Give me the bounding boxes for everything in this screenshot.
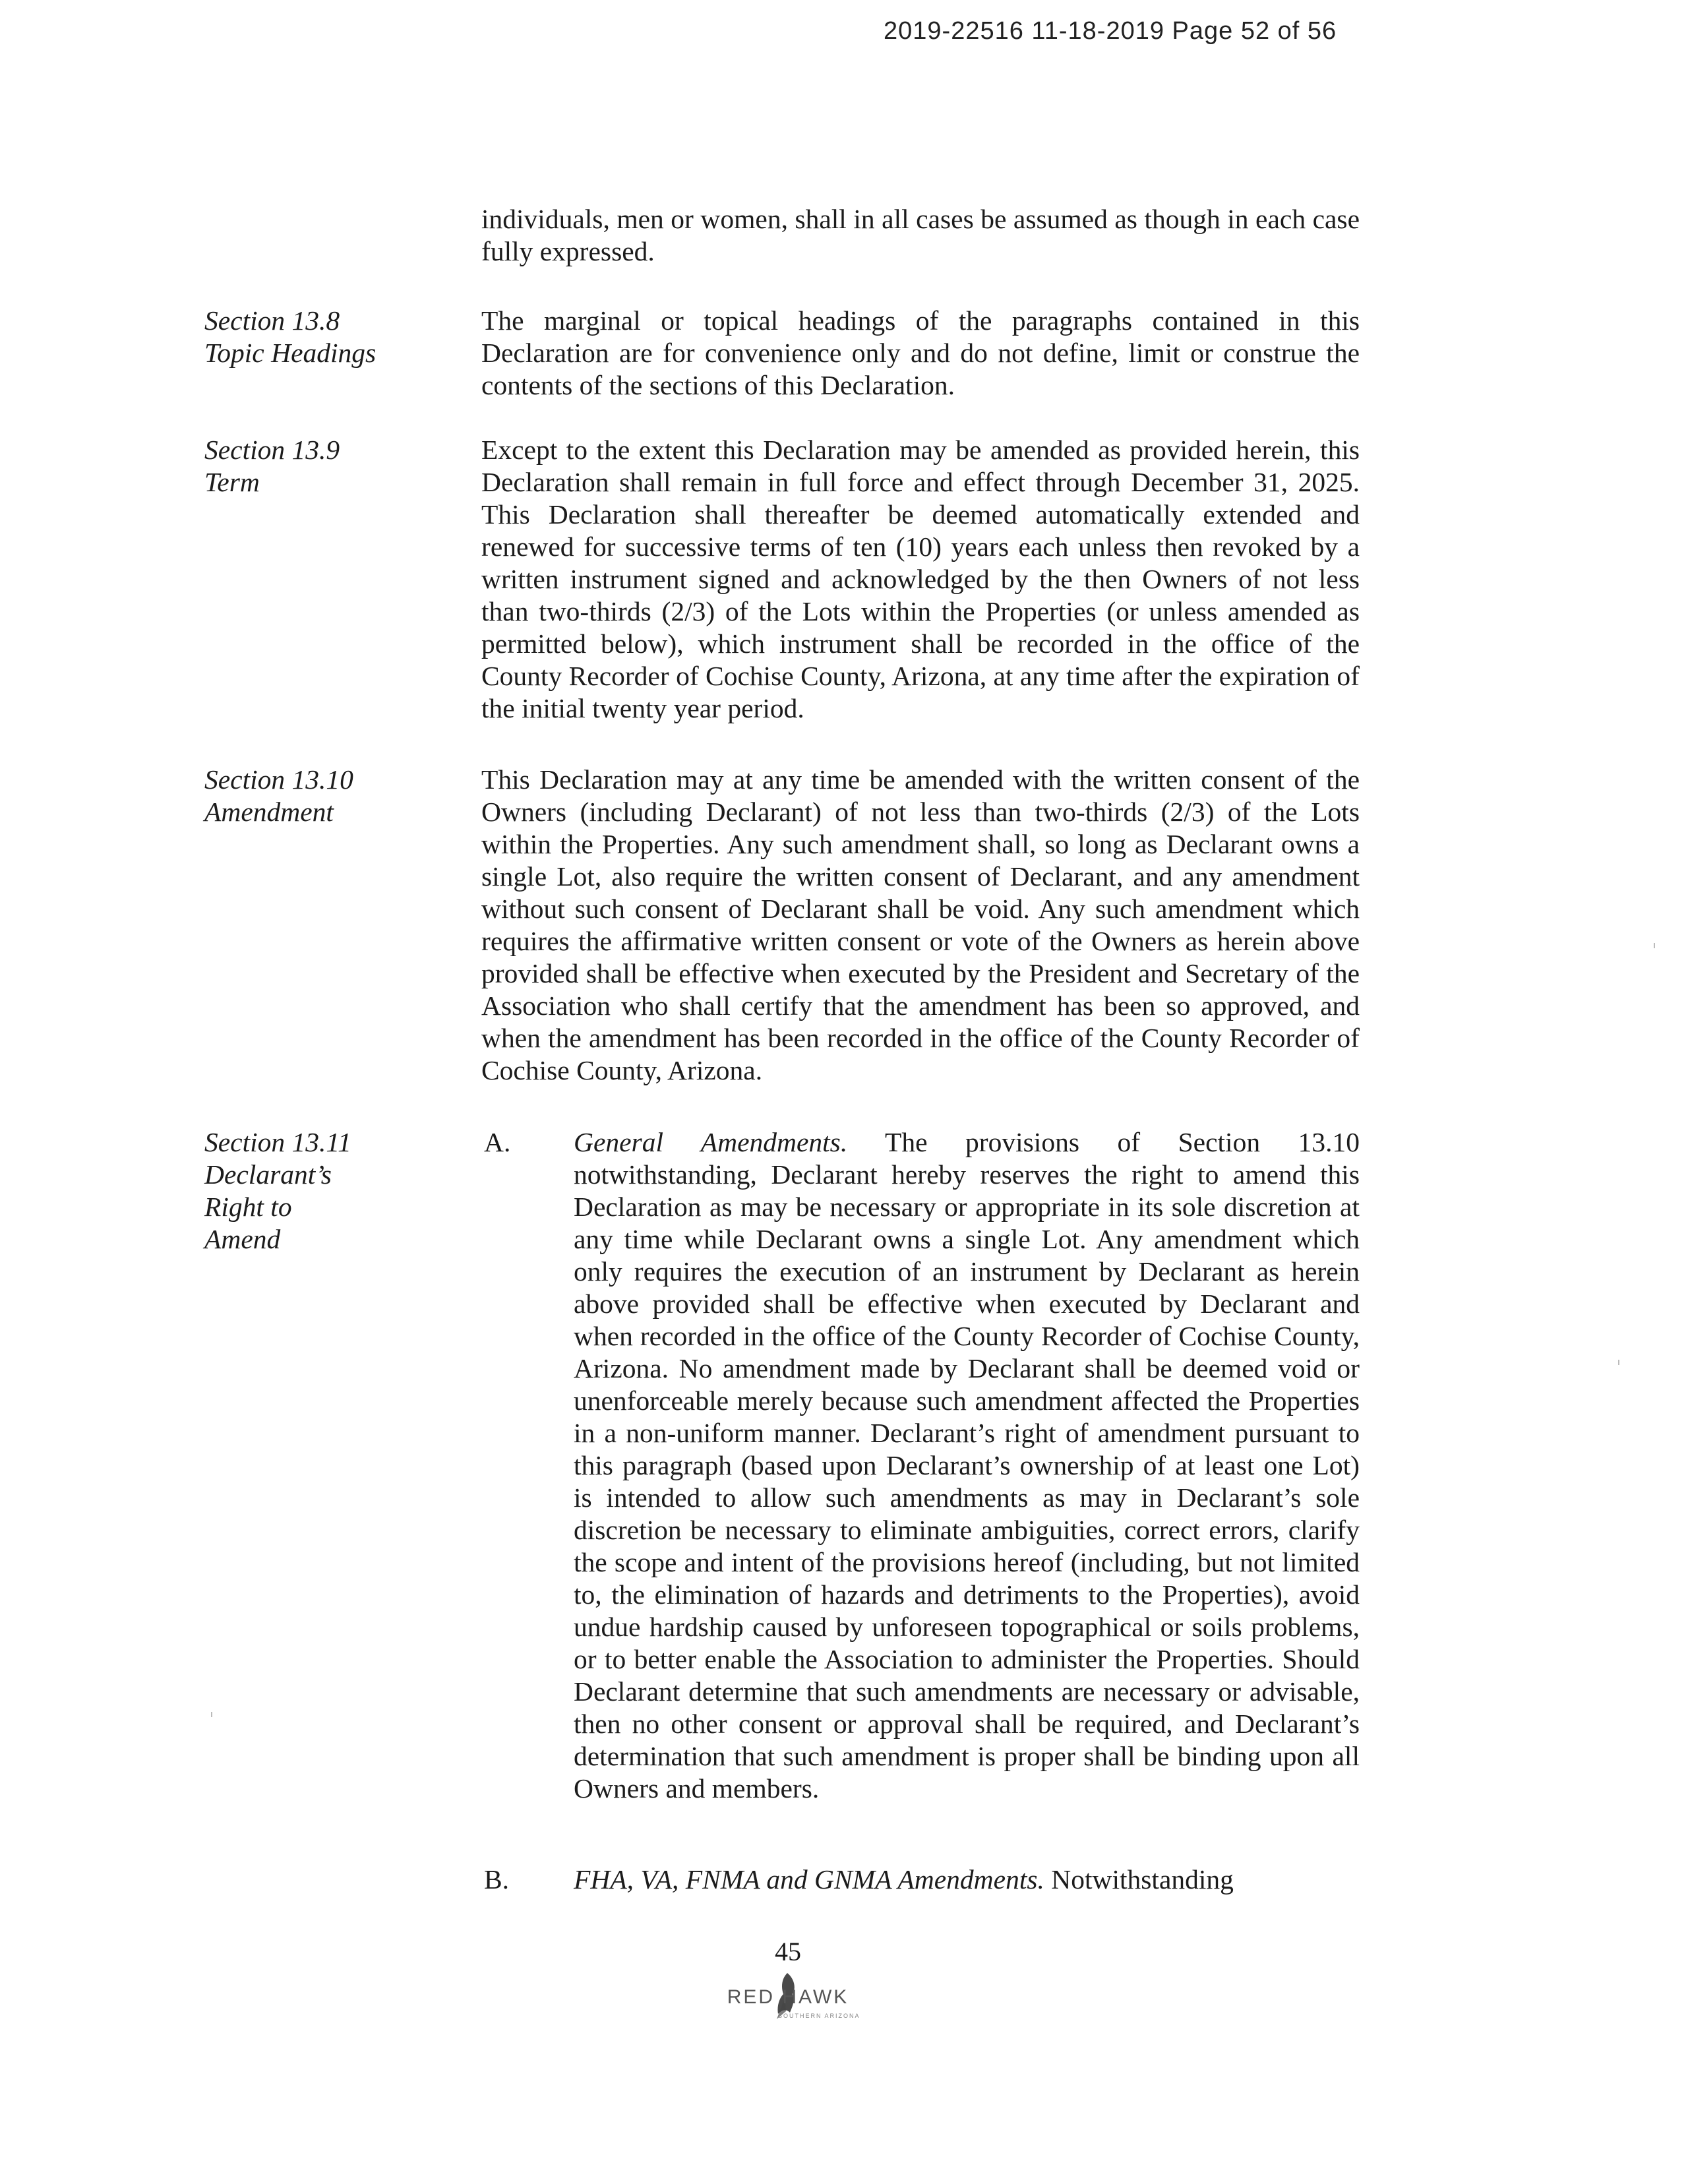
section-title-line: Topic Headings: [204, 338, 377, 368]
section-13-9-text: Except to the extent this Declaration may be amended as provided herein, this Declaration shall remain in full force and effect through December 31, 2025. This Declaration shall thereafter be deemed automatically extended and renewed for successive terms of ten (10) years each unless then revoked by a written instrument signed and acknowledged by the then Owners of not less than two-thirds (2/3) of the Lots within the Properties (or unless amended as permitted below), which instrument shall be recorded in the office of the County Recorder of Cochise County, Arizona, at any time after the expiration of the initial twenty year period.: [481, 435, 1360, 723]
scan-speck: [1654, 943, 1655, 948]
continuation-paragraph: individuals, men or women, shall in all cases be assumed as though in each case fully expressed.: [481, 204, 1360, 266]
item-letter-b: B.: [484, 1864, 510, 1895]
section-number: Section 13.8: [204, 305, 340, 336]
section-number: Section 13.11: [204, 1127, 351, 1157]
section-13-8-text: The marginal or topical headings of the paragraphs contained in this Declaration are for convenience only and do not define, limit or construe the contents of the sections of this Declaration.: [481, 305, 1360, 400]
section-title-line: Declarant’s: [204, 1159, 332, 1190]
margin-note-13-9: [204, 434, 422, 499]
page-number: 45: [775, 1937, 801, 1966]
section-title-line: Amendment: [204, 797, 334, 827]
scan-speck: [211, 1712, 212, 1717]
section-number: Section 13.9: [204, 435, 340, 465]
item-b-body: Notwithstanding: [1051, 1864, 1234, 1895]
item-a-lead: General Amendments.: [574, 1127, 848, 1157]
scan-speck: [1618, 1360, 1619, 1365]
recording-stamp: 2019-22516 11-18-2019 Page 52 of 56: [884, 17, 1337, 45]
item-a-body: The provisions of Section 13.10 notwithstanding, Declarant hereby reserves the right to amend this Declaration as may be necessary or appropriate in its sole discretion at any time while Declarant owns a single Lot. Any amendment which only requires the execution of an instrument by Declarant as herein above provided shall be effective when executed by Declarant and when recorded in the office of the County Recorder of Cochise County, Arizona. No amendment made by Declarant shall be deemed void or unenforceable merely because such amendment affected the Properties in a non-uniform manner. Declarant’s right of amendment pursuant to this paragraph (based upon Declarant’s ownership of at least one Lot) is intended to allow such amendments as may in Declarant’s sole discretion be necessary to eliminate ambiguities, correct errors, clarify the scope and intent of the provisions hereof (including, but not limited to, the elimination of hazards and detriments to the Properties), avoid undue hardship caused by unforeseen topographical or soils problems, or to better enable the Association to administer the Properties. Should Declarant determine that such amendments are necessary or advisable, then no other consent or approval shall be required, and Declarant’s determination that such amendment is proper shall be binding upon all Owners and members.: [574, 1127, 1360, 1804]
section-title-line: Right to: [204, 1192, 292, 1222]
margin-note-13-10: [204, 764, 422, 828]
logo-wordmark: RED HAWK: [727, 1986, 849, 2008]
margin-note-13-11: [204, 1126, 422, 1256]
item-b-lead: FHA, VA, FNMA and GNMA Amendments.: [574, 1864, 1044, 1895]
red-hawk-logo: [712, 1972, 864, 2031]
section-title-line: Term: [204, 467, 260, 497]
section-13-10-text: This Declaration may at any time be amended with the written consent of the Owners (including Declarant) of not less than two-thirds (2/3) of the Lots within the Properties. Any such amendment shall, so long as Declarant owns a single Lot, also require the written consent of Declarant, and any amendment without such consent of Declarant shall be void. Any such amendment which requires the affirmative written consent or vote of the Owners as herein above provided shall be effective when executed by the President and Secretary of the Association who shall certify that the amendment has been so approved, and when the amendment has been recorded in the office of the County Recorder of Cochise County, Arizona.: [481, 764, 1360, 1085]
item-letter-a: A.: [484, 1127, 511, 1157]
section-number: Section 13.10: [204, 764, 353, 795]
item-a-text: [574, 1126, 1360, 1805]
item-b-text: [574, 1864, 1360, 1896]
margin-note-13-8: [204, 305, 422, 369]
section-title-line: Amend: [204, 1224, 281, 1254]
logo-subtitle: SOUTHERN ARIZONA: [778, 2013, 860, 2019]
